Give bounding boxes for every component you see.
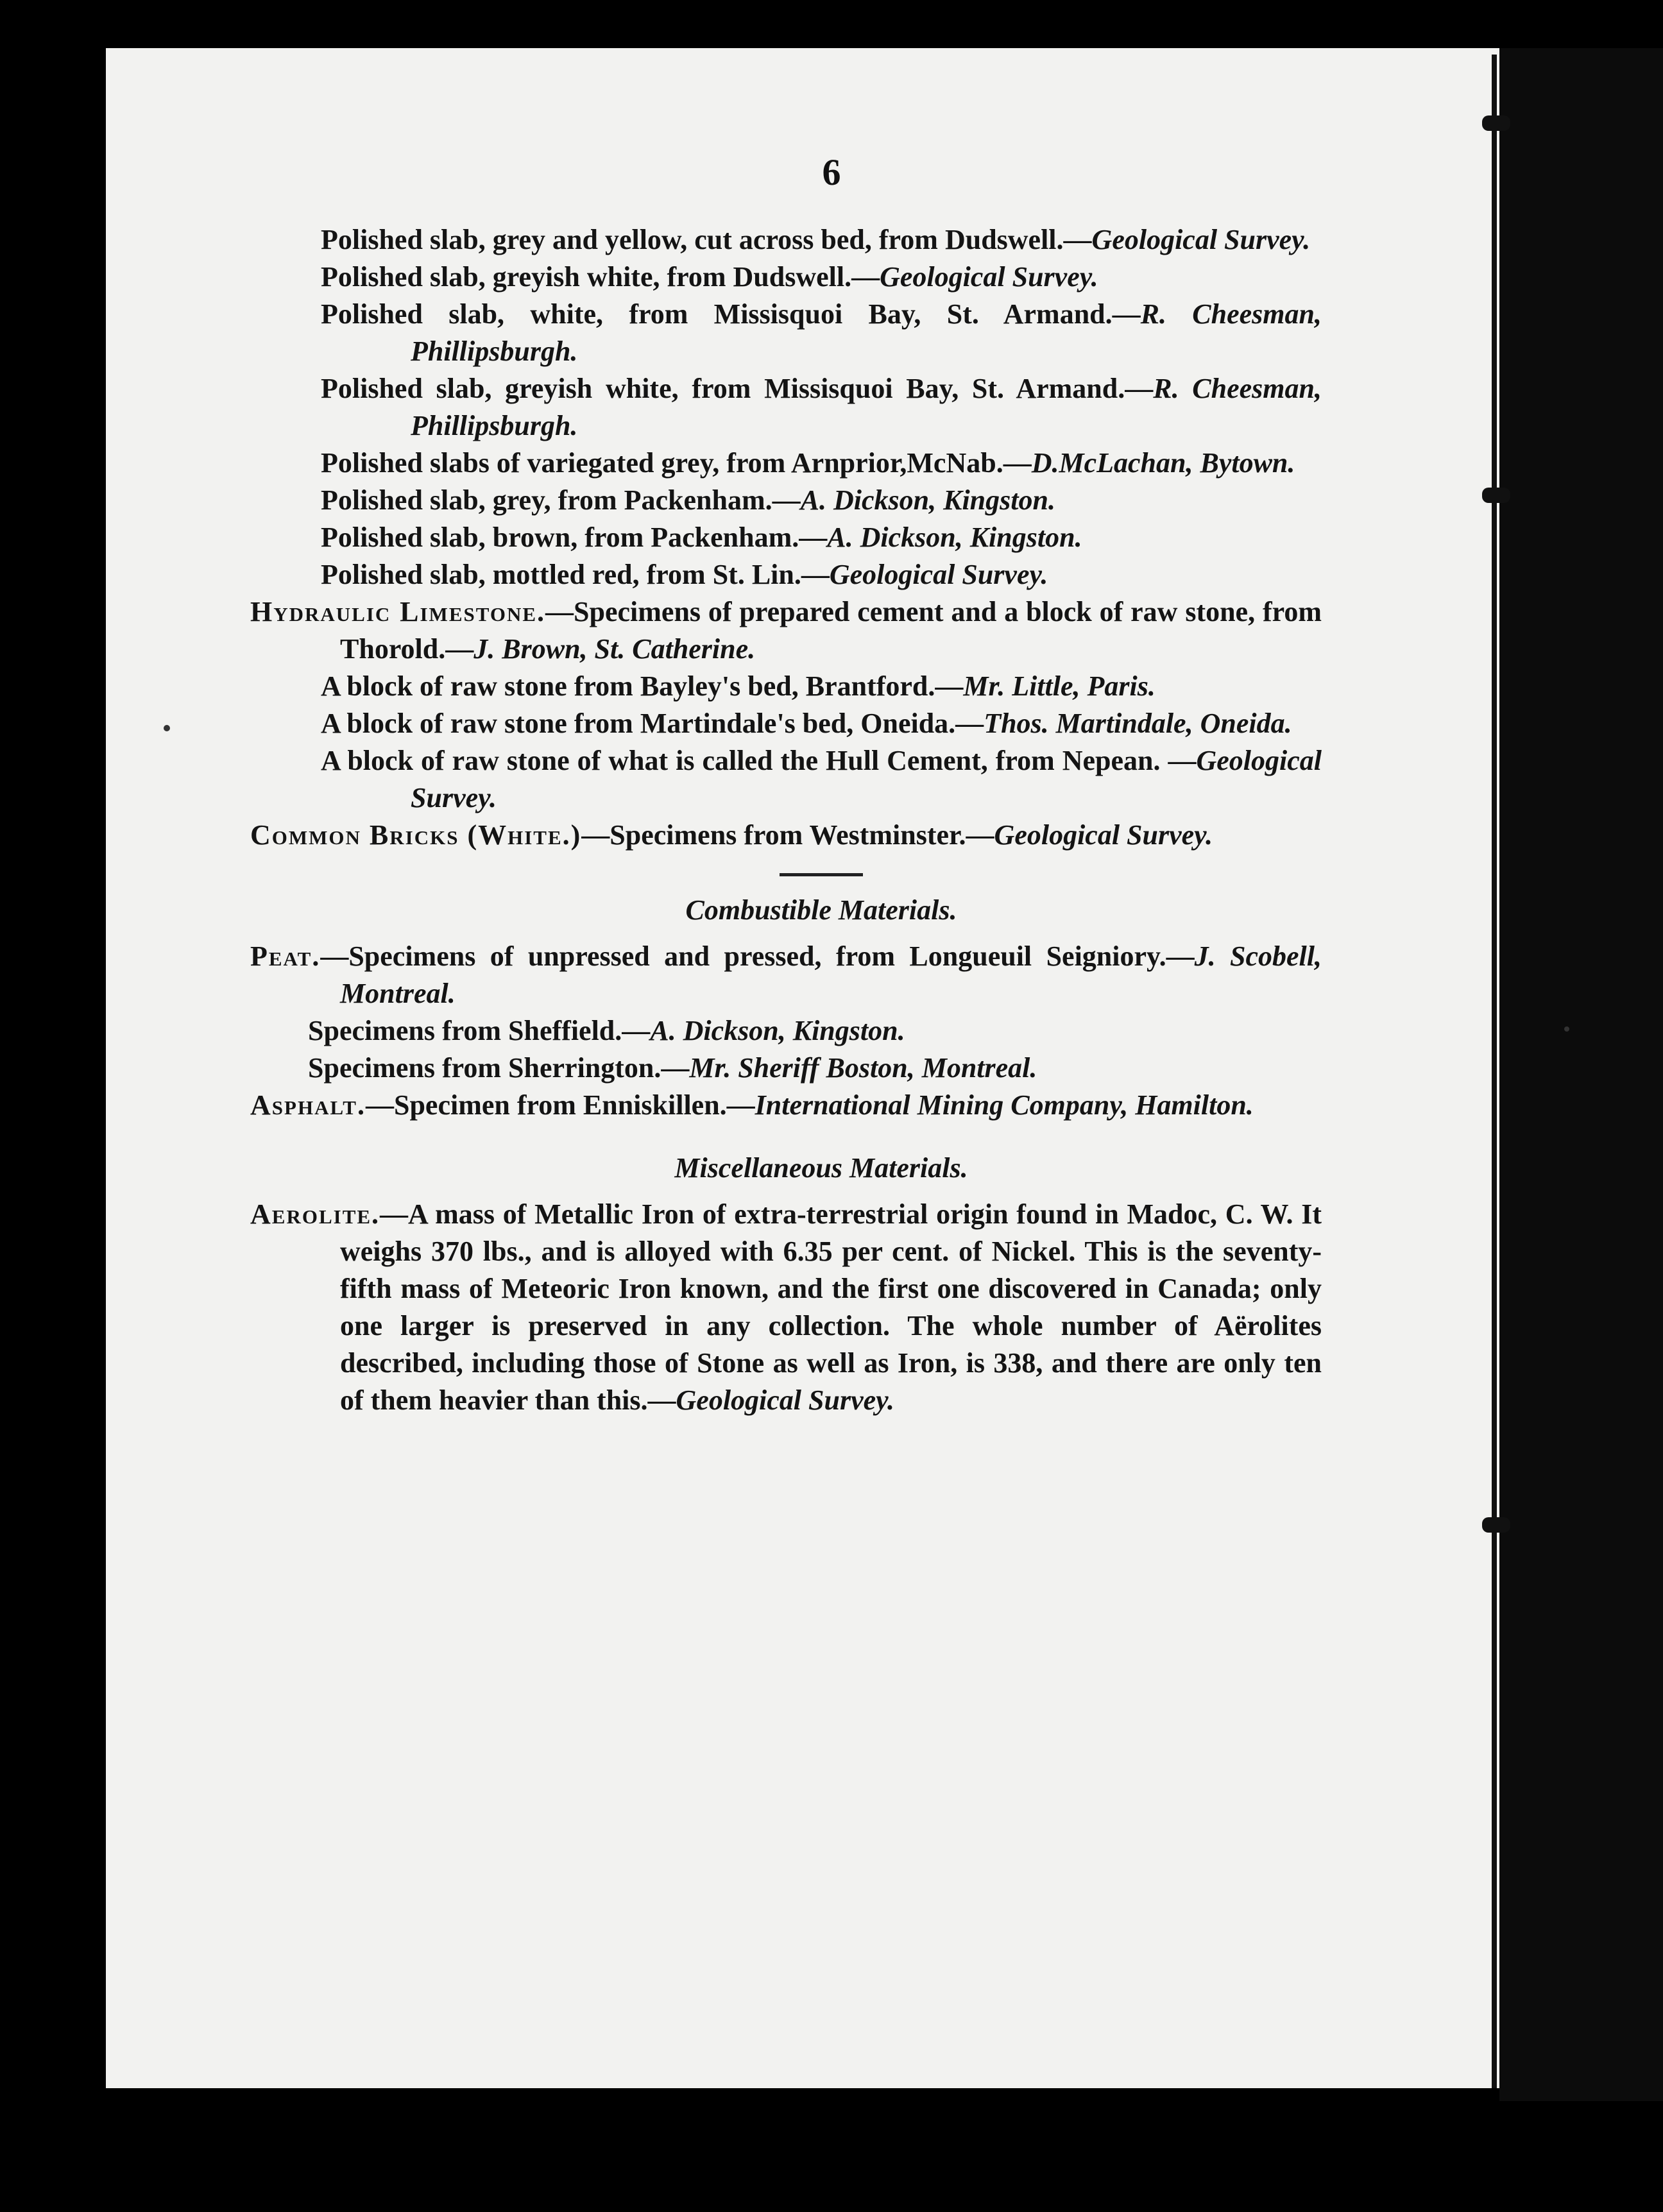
asphalt-entry: Asphalt.—Specimen from Enniskillen.—International Mining Company, Hamilton. [250, 1089, 1254, 1121]
peat-item: Specimens from Sheffield.—A. Dickson, Kingston. [308, 1015, 905, 1046]
peat-item: Specimens from Sherrington.—Mr. Sheriff Boston, Montreal. [308, 1052, 1037, 1084]
page-number: 6 [822, 151, 841, 193]
marble-entry: Polished slab, mottled red, from St. Lin.—Geological Survey. [321, 559, 1048, 590]
hydraulic-item: A block of raw stone of what is called the Hull Cement, from Nepean. —Geological Survey. [321, 745, 1322, 813]
marble-entry: Polished slabs of variegated grey, from Arnprior,McNab.—D.McLachan, Bytown. [321, 447, 1295, 479]
hydraulic-item: A block of raw stone from Bayley's bed, Brantford.—Mr. Little, Paris. [321, 670, 1156, 702]
paper-speck [1564, 1026, 1569, 1032]
binding-edge [1492, 55, 1497, 2088]
hydraulic-limestone-entry: Hydraulic Limestone.—Specimens of prepared cement and a block of raw stone, from Thorold.—J. Brown, St. Catherine. [250, 596, 1322, 665]
paper-speck [164, 725, 170, 731]
marble-entry: Polished slab, greyish white, from Dudswell.—Geological Survey. [321, 261, 1098, 293]
binding-mark [1482, 115, 1510, 131]
adjacent-page-edge [1499, 48, 1663, 2101]
common-bricks-entry: Common Bricks (White.)—Specimens from Westminster.—Geological Survey. [250, 819, 1213, 851]
page-text [250, 221, 1322, 1419]
section-title-miscellaneous: Miscellaneous Materials. [674, 1152, 968, 1184]
marble-entry: Polished slab, grey, from Packenham.—A. Dickson, Kingston. [321, 484, 1055, 516]
section-divider [780, 873, 863, 876]
binding-mark [1482, 1517, 1510, 1533]
marble-entry: Polished slab, brown, from Packenham.—A. Dickson, Kingston. [321, 522, 1082, 553]
section-title-combustible: Combustible Materials. [685, 894, 957, 926]
binding-mark [1482, 488, 1510, 503]
marble-entry: Polished slab, greyish white, from Missisquoi Bay, St. Armand.—R. Cheesman, Phillipsburgh. [321, 373, 1322, 441]
aerolite-entry: Aerolite.—A mass of Metallic Iron of extra-terrestrial origin found in Madoc, C. W. It weighs 370 lbs., and is alloyed with 6.35 per cent. of Nickel. This is the seventy-fifth mass of Meteoric Iron known, and the first one discovered in Canada; only one larger is preserved in any collection. The whole number of Aërolites described, including those of Stone as well as Iron, is 338, and there are only ten of them heavier than this.—Geological Survey. [250, 1198, 1322, 1416]
hydraulic-item: A block of raw stone from Martindale's bed, Oneida.—Thos. Martindale, Oneida. [321, 708, 1292, 739]
marble-entry: Polished slab, grey and yellow, cut across bed, from Dudswell.—Geological Survey. [321, 224, 1311, 255]
peat-entry: Peat.—Specimens of unpressed and pressed, from Longueuil Seigniory.—J. Scobell, Montreal. [250, 940, 1322, 1009]
section-gap [321, 1124, 1322, 1150]
marble-entry: Polished slab, white, from Missisquoi Bay, St. Armand.—R. Cheesman, Phillipsburgh. [321, 298, 1322, 367]
